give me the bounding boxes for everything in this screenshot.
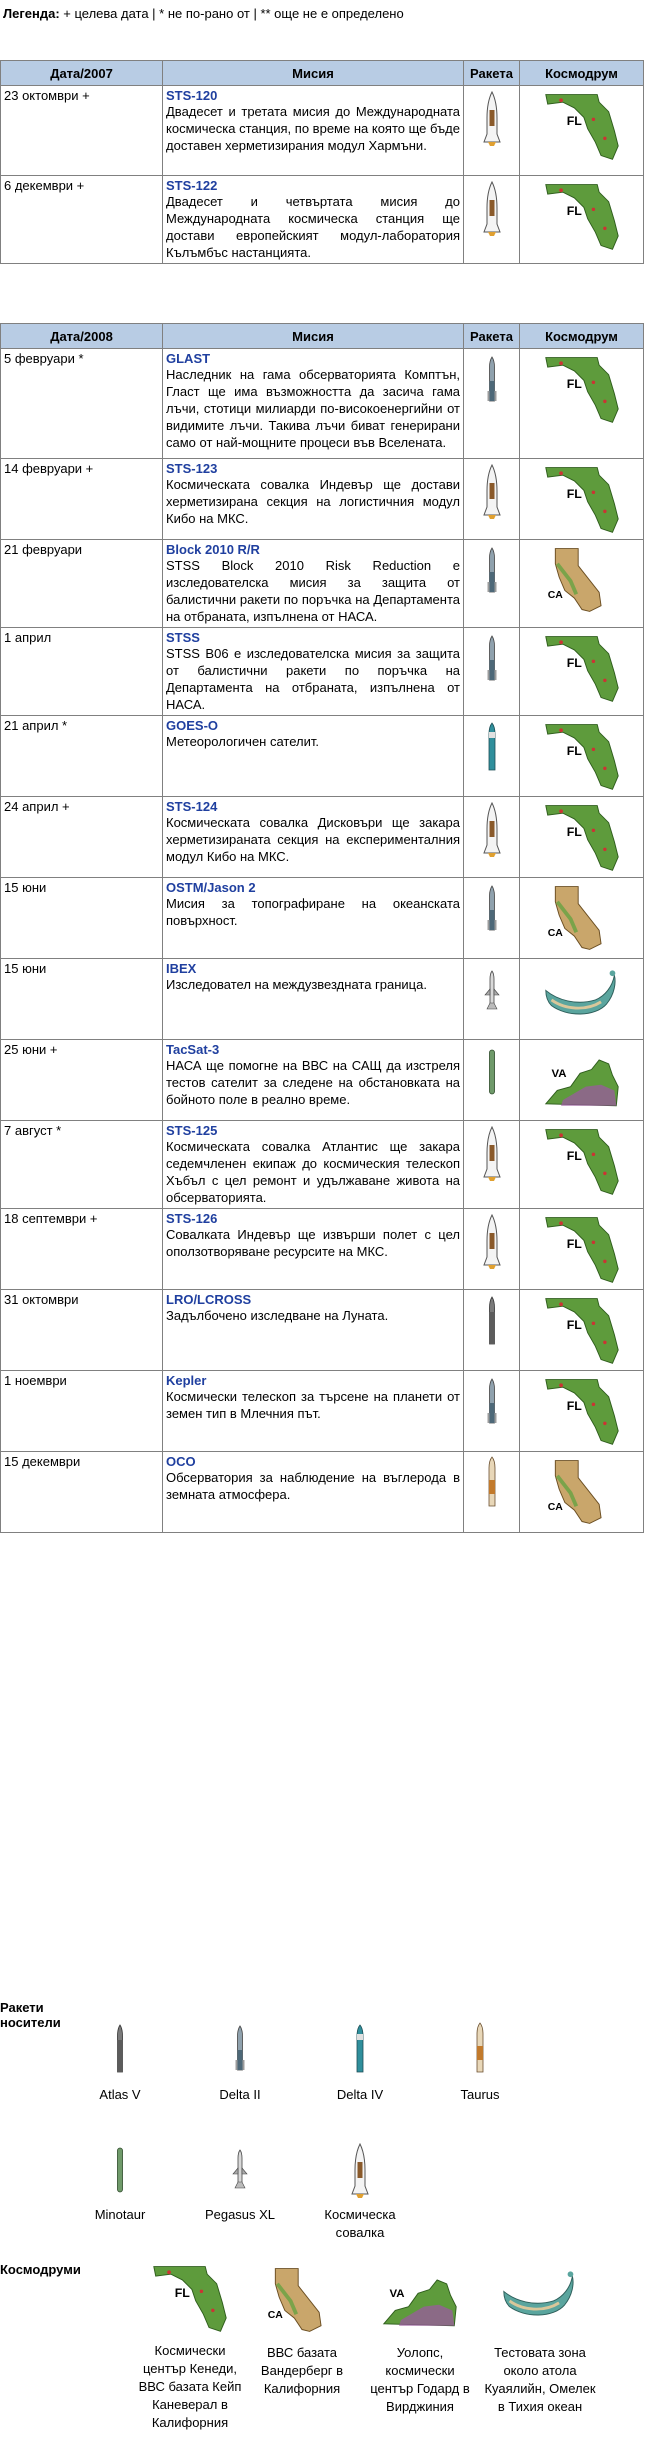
mission-row bbox=[1, 86, 644, 176]
header-date-2008: Дата/2008 bbox=[1, 324, 163, 349]
california-map-icon bbox=[523, 542, 640, 618]
svg-text:FL: FL bbox=[566, 825, 582, 840]
legend bbox=[3, 6, 404, 21]
florida-map-icon bbox=[523, 799, 640, 875]
mission-name[interactable]: STS-124 bbox=[166, 799, 218, 814]
mission-cell bbox=[163, 1121, 464, 1209]
mission-cell bbox=[163, 540, 464, 628]
launch-site-cell bbox=[520, 176, 644, 264]
mission-name[interactable]: TacSat-3 bbox=[166, 1042, 220, 1057]
florida-map-icon bbox=[523, 718, 640, 794]
svg-text:CA: CA bbox=[267, 2310, 283, 2322]
shuttle-icon bbox=[467, 799, 516, 859]
mission-name[interactable]: OCO bbox=[166, 1454, 196, 1469]
rocket-legend-label: Taurus bbox=[460, 2087, 500, 2102]
rocket-cell bbox=[464, 459, 520, 540]
mission-description: Космическата совалка Дисковъри ще закара херметизираната секция на експерименталния модул Кибо на МКС. bbox=[166, 815, 460, 864]
svg-text:CA: CA bbox=[547, 1502, 563, 1514]
mission-date: 1 ноември bbox=[1, 1371, 163, 1452]
mission-cell bbox=[163, 797, 464, 878]
svg-text:FL: FL bbox=[566, 1237, 582, 1252]
mission-name[interactable]: STS-122 bbox=[166, 178, 218, 193]
minotaur-rocket-icon bbox=[60, 2140, 180, 2200]
mission-row bbox=[1, 540, 644, 628]
rocket-cell bbox=[464, 797, 520, 878]
mission-row bbox=[1, 797, 644, 878]
launch-site-legend-label: ВВС базата Вандерберг в Калифорния bbox=[260, 2345, 344, 2396]
mission-row bbox=[1, 176, 644, 264]
mission-row bbox=[1, 628, 644, 716]
florida-map-icon bbox=[523, 1292, 640, 1368]
svg-text:FL: FL bbox=[566, 1318, 582, 1333]
mission-row bbox=[1, 1040, 644, 1121]
launch-site-cell bbox=[520, 86, 644, 176]
mission-date: 31 октомври bbox=[1, 1290, 163, 1371]
rocket-cell bbox=[464, 628, 520, 716]
shuttle-icon bbox=[467, 461, 516, 521]
rocket-cell bbox=[464, 1452, 520, 1533]
shuttle-icon bbox=[467, 178, 516, 238]
pegasus-rocket-icon bbox=[180, 2140, 300, 2200]
mission-name[interactable]: STS-125 bbox=[166, 1123, 218, 1138]
mission-cell bbox=[163, 628, 464, 716]
atlas-v-rocket-icon bbox=[467, 1292, 516, 1352]
delta-iv-rocket-icon bbox=[300, 2020, 420, 2080]
delta-ii-rocket-icon bbox=[467, 351, 516, 411]
legend-title: Легенда: bbox=[3, 6, 60, 21]
launch-site-cell bbox=[520, 878, 644, 959]
mission-date: 23 октомври + bbox=[1, 86, 163, 176]
rocket-cell bbox=[464, 959, 520, 1040]
mission-name[interactable]: Kepler bbox=[166, 1373, 207, 1388]
rocket-cell bbox=[464, 176, 520, 264]
delta-ii-rocket-icon bbox=[467, 880, 516, 940]
launch-site-cell bbox=[520, 1040, 644, 1121]
rocket-cell bbox=[464, 86, 520, 176]
svg-text:FL: FL bbox=[174, 2286, 190, 2301]
launch-site-legend-item bbox=[484, 2262, 596, 2416]
mission-cell bbox=[163, 176, 464, 264]
svg-text:FL: FL bbox=[566, 487, 582, 502]
mission-name[interactable]: STS-120 bbox=[166, 88, 218, 103]
mission-row bbox=[1, 1290, 644, 1371]
taurus-rocket-icon bbox=[420, 2020, 540, 2080]
mission-date: 25 юни + bbox=[1, 1040, 163, 1121]
launch-site-cell bbox=[520, 1452, 644, 1533]
header-mission: Мисия bbox=[163, 324, 464, 349]
mission-date: 1 април bbox=[1, 628, 163, 716]
header-rocket: Ракета bbox=[464, 324, 520, 349]
mission-row bbox=[1, 1452, 644, 1533]
rocket-cell bbox=[464, 1290, 520, 1371]
rocket-cell bbox=[464, 716, 520, 797]
mission-date: 5 февруари * bbox=[1, 349, 163, 459]
mission-row bbox=[1, 459, 644, 540]
svg-text:FL: FL bbox=[566, 377, 582, 392]
delta-ii-rocket-icon bbox=[467, 1373, 516, 1433]
mission-date: 14 февруари + bbox=[1, 459, 163, 540]
launch-site-cell bbox=[520, 459, 644, 540]
launch-site-cell bbox=[520, 1290, 644, 1371]
rocket-legend-item bbox=[420, 2020, 540, 2104]
mission-description: НАСА ще помогне на ВВС на САЩ да изстреля тестов сателит за следене на обстановката на бойното поле в реално време. bbox=[166, 1058, 460, 1107]
launch-site-cell bbox=[520, 1121, 644, 1209]
header-site: Космодрум bbox=[520, 324, 644, 349]
mission-name[interactable]: STS-126 bbox=[166, 1211, 218, 1226]
header-date-2007: Дата/2007 bbox=[1, 61, 163, 86]
florida-map-icon bbox=[523, 1211, 640, 1287]
mission-name[interactable]: STS-123 bbox=[166, 461, 218, 476]
mission-date: 15 декември bbox=[1, 1452, 163, 1533]
pegasus-rocket-icon bbox=[467, 961, 516, 1021]
launch-site-legend-label: Космически център Кенеди, ВВС базата Кейп Каневерал в Калифорния bbox=[138, 2343, 242, 2430]
florida-map-icon bbox=[523, 351, 640, 427]
rocket-cell bbox=[464, 1371, 520, 1452]
shuttle-icon bbox=[467, 1123, 516, 1183]
mission-description: Двадесет и третата мисия до Международната космическа станция, по време на която ще бъде доставен херметизирания модул Хармъни. bbox=[166, 104, 460, 153]
mission-date: 18 септември + bbox=[1, 1209, 163, 1290]
rocket-legend-item bbox=[180, 2020, 300, 2104]
delta-ii-rocket-icon bbox=[467, 630, 516, 690]
taurus-rocket-icon bbox=[467, 1454, 516, 1514]
california-map-icon bbox=[523, 1454, 640, 1530]
mission-date: 21 февруари bbox=[1, 540, 163, 628]
atlas-v-rocket-icon bbox=[60, 2020, 180, 2080]
launch-site-cell bbox=[520, 349, 644, 459]
rocket-legend-item bbox=[60, 2020, 180, 2104]
mission-row bbox=[1, 878, 644, 959]
launch-site-legend-label: Уолопс, космически център Годард в Вирджиния bbox=[370, 2345, 470, 2414]
rocket-cell bbox=[464, 1040, 520, 1121]
mission-date: 21 април * bbox=[1, 716, 163, 797]
california-map-icon bbox=[523, 880, 640, 956]
mission-row bbox=[1, 349, 644, 459]
svg-text:FL: FL bbox=[566, 1399, 582, 1414]
virginia-map-icon bbox=[364, 2262, 476, 2338]
mission-description: Наследник на гама обсерваторията Комптън, Гласт ще има възможността да засича гама лъчи, стотици милиарди по-високоенергийни от видимите лъчи. Такива лъчи биват генерирани само от най-мощните процеси във Вселената. bbox=[166, 367, 460, 450]
svg-text:FL: FL bbox=[566, 204, 582, 219]
rocket-cell bbox=[464, 349, 520, 459]
virginia-map-icon bbox=[523, 1042, 640, 1118]
mission-name[interactable]: IBEX bbox=[166, 961, 197, 976]
launch-site-cell bbox=[520, 1371, 644, 1452]
mission-cell bbox=[163, 459, 464, 540]
mission-description: Задълбочено изследване на Луната. bbox=[166, 1308, 389, 1323]
launch-site-cell bbox=[520, 797, 644, 878]
legend-text: + целева дата | * не по-рано от | ** още не е определено bbox=[59, 6, 404, 21]
delta-iv-rocket-icon bbox=[467, 718, 516, 778]
svg-text:FL: FL bbox=[566, 744, 582, 759]
launch-site-cell bbox=[520, 716, 644, 797]
mission-description: Изследовател на междузвездната граница. bbox=[166, 977, 427, 992]
minotaur-rocket-icon bbox=[467, 1042, 516, 1102]
mission-cell bbox=[163, 1209, 464, 1290]
mission-name[interactable]: OSTM/Jason 2 bbox=[166, 880, 256, 895]
california-map-icon bbox=[246, 2262, 358, 2338]
svg-text:CA: CA bbox=[547, 590, 563, 602]
header-rocket: Ракета bbox=[464, 61, 520, 86]
svg-text:CA: CA bbox=[547, 928, 563, 940]
svg-text:FL: FL bbox=[566, 1149, 582, 1164]
mission-date: 24 април + bbox=[1, 797, 163, 878]
florida-map-icon bbox=[523, 178, 640, 254]
rocket-cell bbox=[464, 1121, 520, 1209]
schedule-table-2008 bbox=[0, 323, 644, 1533]
mission-cell bbox=[163, 1371, 464, 1452]
mission-description: Метеорологичен сателит. bbox=[166, 734, 319, 749]
kwajalein-atoll-map-icon bbox=[484, 2262, 596, 2338]
rocket-legend-label: Atlas V bbox=[99, 2087, 141, 2102]
svg-text:FL: FL bbox=[566, 114, 582, 129]
mission-date: 7 август * bbox=[1, 1121, 163, 1209]
florida-map-icon bbox=[523, 461, 640, 537]
mission-row bbox=[1, 716, 644, 797]
florida-map-icon bbox=[134, 2260, 246, 2336]
rocket-legend-label: Delta IV bbox=[336, 2087, 384, 2102]
mission-name[interactable]: GLAST bbox=[166, 351, 211, 366]
mission-cell bbox=[163, 878, 464, 959]
florida-map-icon bbox=[523, 630, 640, 706]
header-site: Космодрум bbox=[520, 61, 644, 86]
shuttle-icon bbox=[467, 1211, 516, 1271]
mission-name[interactable]: STSS bbox=[166, 630, 200, 645]
mission-cell bbox=[163, 1040, 464, 1121]
rocket-legend-item bbox=[60, 2140, 180, 2224]
mission-description: STSS Block 2010 Risk Reduction е изследователска мисия за защита от балистични ракети по поръчка на Департамента на отбраната, изпълнена от НАСА. bbox=[166, 558, 460, 624]
delta-ii-rocket-icon bbox=[180, 2020, 300, 2080]
launch-site-cell bbox=[520, 540, 644, 628]
mission-description: Мисия за топографиране на океанската повърхност. bbox=[166, 896, 460, 928]
mission-row bbox=[1, 959, 644, 1040]
mission-description: STSS B06 е изследователска мисия за защита от балистични ракети по поръчка на Департамента на отбраната, изпълнена от НАСА. bbox=[166, 646, 460, 712]
section-rockets-title: Ракети носители bbox=[0, 2000, 61, 2030]
rocket-cell bbox=[464, 878, 520, 959]
rocket-legend-item bbox=[300, 2140, 420, 2242]
florida-map-icon bbox=[523, 1373, 640, 1449]
mission-cell bbox=[163, 86, 464, 176]
rocket-legend-item bbox=[300, 2020, 420, 2104]
mission-name[interactable]: LRO/LCROSS bbox=[166, 1292, 252, 1307]
launch-site-legend-item bbox=[364, 2262, 476, 2416]
rocket-legend-label: Delta II bbox=[219, 2087, 261, 2102]
rocket-legend-label: Pegasus XL bbox=[204, 2207, 276, 2222]
rocket-legend-label: Космическа совалка bbox=[324, 2207, 396, 2240]
launch-site-legend-item bbox=[246, 2262, 358, 2398]
mission-cell bbox=[163, 1452, 464, 1533]
shuttle-icon bbox=[300, 2140, 420, 2200]
mission-description: Обсерватория за наблюдение на въглерода в земната атмосфера. bbox=[166, 1470, 460, 1502]
rocket-cell bbox=[464, 540, 520, 628]
mission-date: 15 юни bbox=[1, 959, 163, 1040]
mission-description: Космически телескоп за търсене на планети от земен тип в Млечния път. bbox=[166, 1389, 460, 1421]
florida-map-icon bbox=[523, 88, 640, 164]
mission-date: 6 декември + bbox=[1, 176, 163, 264]
mission-cell bbox=[163, 349, 464, 459]
launch-site-legend-label: Тестовата зона около атола Куаялийн, Омелек в Тихия океан bbox=[484, 2345, 596, 2414]
mission-description: Совалката Индевър ще извърши полет с цел оползотворяване ресурсите на МКС. bbox=[166, 1227, 460, 1259]
mission-description: Двадесет и четвъртата мисия до Международната космическа станция ще достави европейският модул-лаборатория Кълъмбъс настанцията. bbox=[166, 194, 460, 260]
mission-date: 15 юни bbox=[1, 878, 163, 959]
mission-cell bbox=[163, 716, 464, 797]
schedule-table-2007 bbox=[0, 60, 644, 264]
mission-cell bbox=[163, 959, 464, 1040]
mission-cell bbox=[163, 1290, 464, 1371]
rocket-legend-label: Minotaur bbox=[94, 2207, 146, 2222]
svg-text:FL: FL bbox=[566, 656, 582, 671]
svg-text:VA: VA bbox=[551, 1068, 567, 1081]
florida-map-icon bbox=[523, 1123, 640, 1199]
svg-text:VA: VA bbox=[389, 2288, 405, 2301]
mission-name[interactable]: Block 2010 R/R bbox=[166, 542, 260, 557]
header-mission: Мисия bbox=[163, 61, 464, 86]
mission-row bbox=[1, 1371, 644, 1452]
section-sites-title: Космодруми bbox=[0, 2262, 81, 2277]
kwajalein-atoll-map-icon bbox=[523, 961, 640, 1037]
launch-site-legend-item bbox=[134, 2260, 246, 2432]
launch-site-cell bbox=[520, 628, 644, 716]
rocket-cell bbox=[464, 1209, 520, 1290]
mission-name[interactable]: GOES-O bbox=[166, 718, 219, 733]
delta-ii-rocket-icon bbox=[467, 542, 516, 602]
shuttle-icon bbox=[467, 88, 516, 148]
rocket-legend-item bbox=[180, 2140, 300, 2224]
mission-description: Космическата совалка Индевър ще достави херметизирана секция на логистичния модул Кибо на МКС. bbox=[166, 477, 460, 526]
launch-site-cell bbox=[520, 1209, 644, 1290]
mission-row bbox=[1, 1209, 644, 1290]
launch-site-cell bbox=[520, 959, 644, 1040]
mission-description: Космическата совалка Атлантис ще закара седемчленен екипаж до космическия телескоп Хъбъл с цел ремонт и удължаване живота на обсерваторията. bbox=[166, 1139, 460, 1205]
mission-row bbox=[1, 1121, 644, 1209]
